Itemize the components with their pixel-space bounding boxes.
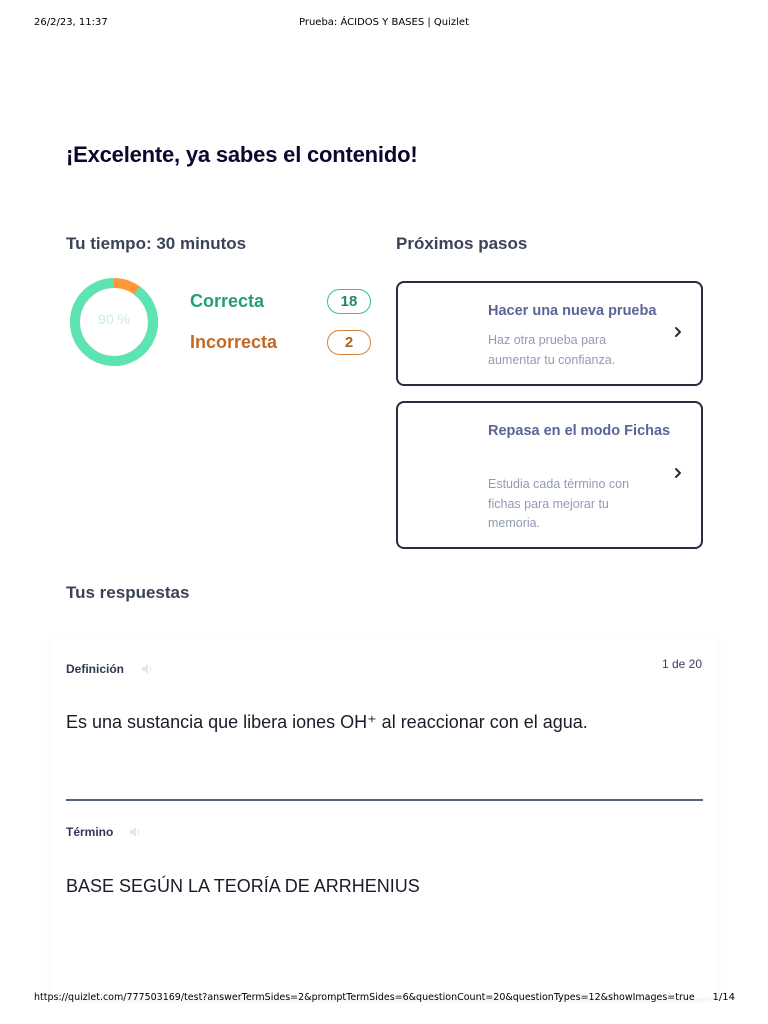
question-counter: 1 de 20 bbox=[661, 657, 702, 671]
correct-count-badge: 18 bbox=[327, 289, 371, 314]
new-test-card[interactable] bbox=[396, 281, 703, 386]
divider bbox=[66, 799, 703, 801]
new-test-card-title: Hacer una nueva prueba bbox=[488, 303, 657, 319]
next-steps-title: Próximos pasos bbox=[396, 234, 528, 253]
time-title: Tu tiempo: 30 minutos bbox=[66, 234, 247, 253]
print-page-number: 1/14 bbox=[712, 992, 735, 1003]
chevron-right-icon bbox=[673, 326, 683, 338]
result-headline: ¡Excelente, ya sabes el contenido! bbox=[66, 142, 418, 167]
incorrect-label: Incorrecta bbox=[190, 332, 278, 352]
term-text: BASE SEGÚN LA TEORÍA DE ARRHENIUS bbox=[66, 876, 420, 896]
print-date: 26/2/23, 11:37 bbox=[34, 17, 108, 28]
flashcards-card-title: Repasa en el modo Fichas bbox=[488, 423, 671, 439]
definition-label: Definición bbox=[66, 662, 125, 676]
speaker-icon[interactable] bbox=[141, 663, 154, 675]
print-document-title: Prueba: ÁCIDOS Y BASES | Quizlet bbox=[299, 17, 469, 28]
flashcards-mode-card[interactable] bbox=[396, 401, 703, 549]
new-test-card-description: Haz otra prueba para aumentar tu confianza. bbox=[488, 333, 616, 367]
correct-label: Correcta bbox=[190, 291, 265, 311]
incorrect-count-badge: 2 bbox=[327, 330, 371, 355]
chevron-right-icon bbox=[673, 467, 683, 479]
answer-card bbox=[51, 638, 717, 998]
percent-label: 90 % bbox=[98, 311, 130, 327]
speaker-icon[interactable] bbox=[129, 826, 142, 838]
print-url: https://quizlet.com/777503169/test?answerTermSides=2&promptTermSides=6&questionCount=20&questionTypes=12&showImages=true bbox=[34, 992, 695, 1003]
term-label: Término bbox=[66, 825, 114, 839]
your-answers-title: Tus respuestas bbox=[66, 583, 190, 602]
flashcards-card-description: Estudia cada término con fichas para mejorar tu memoria. bbox=[488, 477, 630, 530]
definition-text: Es una sustancia que libera iones OH⁺ al reaccionar con el agua. bbox=[66, 712, 588, 732]
